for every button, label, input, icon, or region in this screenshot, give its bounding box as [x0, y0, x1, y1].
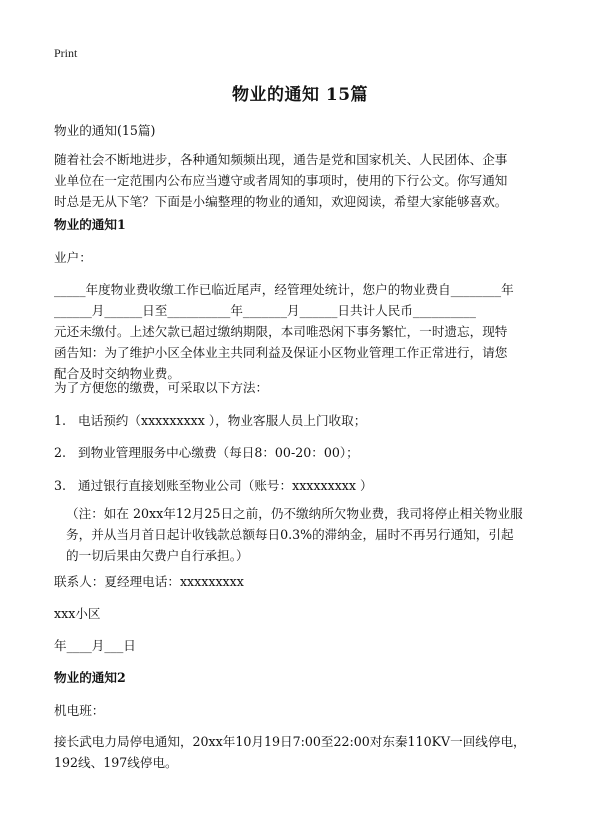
- intro-paragraph: [54, 149, 554, 212]
- contact-line: 联系人：夏经理电话：xxxxxxxxx: [54, 574, 244, 589]
- intro-line: 业单位在一定范围内公布应当遵守或者周知的事项时，使用的下行公文。你写通知: [54, 173, 508, 188]
- body-line: _____年度物业费收缴工作已临近尾声，经管理处统计，您户的物业费自________年: [54, 282, 514, 297]
- method-item-phone: [54, 410, 366, 431]
- method-item-bank: [54, 475, 373, 496]
- intro-line: 时总是无从下笔？下面是小编整理的物业的通知，欢迎阅读，希望大家能够喜欢。: [54, 194, 508, 209]
- section-1-heading: 物业的通知1: [54, 217, 126, 232]
- print-link[interactable]: Print: [54, 46, 78, 60]
- note-line: 的一切后果由欠费户自行承担。）: [66, 548, 249, 563]
- body-line: 函告知：为了维护小区全体业主共同利益及保证小区物业管理工作正常进行，请您: [54, 345, 508, 360]
- method-text: 通过银行直接划账至物业公司（账号：xxxxxxxxx ）: [78, 478, 373, 493]
- body-line: 192线、197线停电。: [54, 755, 178, 770]
- section-2-heading: 物业的通知2: [54, 670, 126, 685]
- method-number: 3.: [54, 478, 67, 493]
- body-line: 元还未缴付。上述欠款已超过缴纳期限，本司唯恐闲下事务繁忙，一时遗忘，现特: [54, 324, 508, 339]
- section-2-body: [54, 731, 554, 773]
- section-1-salutation: 业户：: [54, 250, 92, 265]
- body-line: 接长武电力局停电通知，20xx年10月19日7:00至22:00对东秦110KV一回线停电，: [54, 734, 526, 749]
- community-name: xxx小区: [54, 606, 101, 621]
- body-line: ______月______日至__________年_______月______日共计人民币__________: [54, 303, 476, 318]
- body-line: 配合及时交纳物业费。: [54, 366, 180, 381]
- method-item-office: [54, 442, 359, 463]
- date-line: 年____月___日: [54, 638, 136, 653]
- method-text: 电话预约（xxxxxxxxx ），物业客服人员上门收取；: [78, 413, 367, 428]
- document-title: 物业的通知 15篇: [231, 85, 369, 105]
- methods-intro: 为了方便您的缴费，可采取以下方法：: [54, 380, 269, 395]
- method-number: 1.: [54, 413, 67, 428]
- intro-line: 随着社会不断地进步，各种通知频频出现，通告是党和国家机关、人民团体、企事: [54, 152, 508, 167]
- method-number: 2.: [54, 445, 67, 460]
- note-line: （注：如在 20xx年12月25日之前，仍不缴纳所欠物业费，我司将停止相关物业服: [66, 506, 523, 521]
- method-text: 到物业管理服务中心缴费（每日8：00-20：00）；: [78, 445, 359, 460]
- note-line: 务，并从当月首日起计收钱款总额每日0.3%的滞纳金，届时不再另行通知，引起: [66, 527, 514, 542]
- section-1-body: [54, 279, 554, 384]
- section-1-note: [66, 503, 556, 566]
- document-subtitle: 物业的通知(15篇): [54, 123, 156, 138]
- section-2-salutation: 机电班：: [54, 703, 105, 718]
